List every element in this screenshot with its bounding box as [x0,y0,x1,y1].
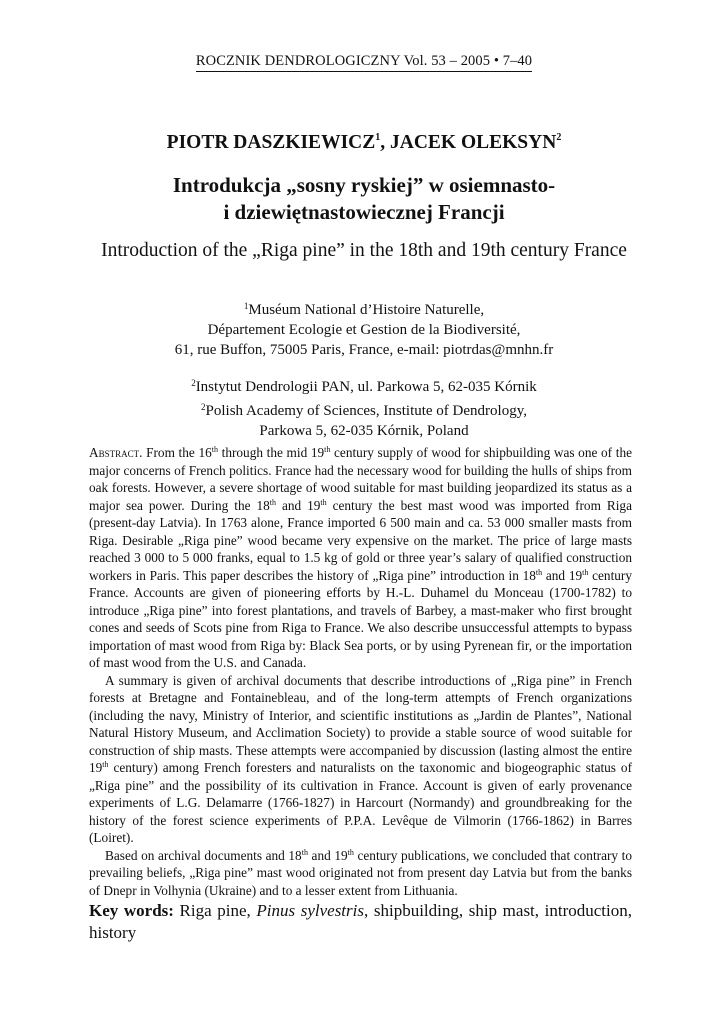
authors [0,132,728,154]
abstract-text: and 19 [276,497,321,513]
affiliation-2 [0,373,728,441]
author-1: PIOTR DASZKIEWICZ [166,132,376,153]
keywords-text-1: Riga pine, [173,901,257,920]
keywords-text-2: , shipbuilding, ship mast, introduction, history [89,901,632,942]
affiliation-1-line-2: Département Ecologie et Gestion de la Biodiversité, [207,322,521,338]
abstract-text: and 19 [307,847,348,863]
abstract-text: century publications, we concluded that contrary to prevailing beliefs, „Riga pine” mast wood originated not from present day Latvia but from the banks of Dnepr in Volhynia (Ukraine) and to a lesser extent from Lithuania. [89,847,632,898]
ordinal-sup: th [269,497,276,507]
ordinal-sup: th [320,497,327,507]
affiliation-2-line-2: Polish Academy of Sciences, Institute of Dendrology, [205,403,527,419]
ordinal-sup: th [324,445,331,454]
abstract-text: and 19 [542,567,583,583]
ordinal-sup: th [347,847,354,857]
abstract-paragraph-1 [89,444,632,672]
abstract-label: Abstract [89,445,140,460]
affiliation-2-mark-b: 2 [201,402,206,412]
author-1-affiliation-mark: 1 [375,132,381,143]
title-polish [0,172,728,226]
affiliation-2-mark-a: 2 [191,378,196,388]
ordinal-sup: th [102,760,109,769]
keywords-label: Key words: [89,901,174,920]
ordinal-sup: th [535,567,543,577]
title-polish-line-2: i dziewiętnastowiecznej Francji [223,200,505,224]
affiliation-1-line-1: Muséum National d’Histoire Naturelle, [248,302,485,318]
journal-header [0,53,728,72]
abstract-paragraph-3 [89,847,632,900]
abstract-paragraph-2 [89,672,632,847]
keywords-italic: Pinus sylvestris [256,901,364,920]
ordinal-sup: th [301,847,308,857]
title-polish-line-1: Introdukcja „sosny ryskiej” w osiemnasto- [172,173,556,197]
affiliation-1 [0,296,728,360]
abstract-text: century France. Accounts are given of pioneering efforts by H.-L. Duhamel du Monceau (1700-1782) to introduce „Riga pine” into forest plantations, and travels of Barbey, a mast-maker who first brought cones and seeds of Scots pine from Riga to France. We also describe unsuccessful attempts to bypass importation of mast wood from Riga by: Black Sea ports, or by using Pyrenean fir, or the importation of mast wood from the U.S. and Canada. [89,567,632,670]
affiliation-1-mark: 1 [243,301,249,311]
affiliation-2-line-1: Instytut Dendrologii PAN, ul. Parkowa 5, 62-035 Kórnik [195,379,537,395]
author-2: JACEK OLEKSYN [390,132,557,153]
title-english: Introduction of the „Riga pine” in the 18th and 19th century France [101,240,627,261]
affiliation-2-line-3: Parkowa 5, 62-035 Kórnik, Poland [259,423,469,439]
abstract-text: . From the 16 [139,445,212,460]
abstract-text: century supply of wood for shipbuilding was one of the major concerns of French politics. France had the necessary wood for building the hulls of ships from oak forests. However, a severe shortage of wood suitable for mast building jeopardized its status as a major sea power. During the 18 [89,445,632,513]
abstract-text: through the mid 19 [217,445,325,460]
author-2-affiliation-mark: 2 [556,132,562,143]
journal-header-text: ROCZNIK DENDROLOGICZNY Vol. 53 – 2005 • 7–40 [196,53,532,72]
author-separator: , [380,132,390,153]
abstract [89,444,632,899]
affiliation-1-line-3: 61, rue Buffon, 75005 Paris, France, e-mail: piotrdas@mnhn.fr [174,342,554,358]
abstract-text: A summary is given of archival documents that describe introductions of „Riga pine” in French forests at Bretagne and Fontainebleau, and of the long-term attempts of French organizations (including the navy, Ministry of Interior, and scientific institutions as „Jardin de Plantes”, National Natural History Museum, and Acclimation Society) to provide a stable source of wood suitable for construction of ship masts. These attempts were accompanied by discussion (lasting almost the entire 19 [89,672,632,775]
abstract-text: century the best mast wood was imported from Riga (present-day Latvia). In 1763 alone, France imported 6 500 main and ca. 53 000 smaller masts from Riga. Desirable „Riga pine” wood became very expensive on the market. The price of large masts reached 3 000 to 5 000 franks, equal to 1.5 kg of gold or three year’s salary of qualified construction workers in Paris. This paper describes the history of „Riga pine” introduction in 18 [89,497,632,583]
abstract-text: century) among French foresters and naturalists on the taxonomic and biogeographic status of „Riga pine” and the possibility of its cultivation in France. Account is given of early provenance experiments of L.G. Delamarre (1766-1827) in Harcourt (Normandy) and groundbreaking for the history of the forest science experiments of P.P.A. Levêque de Vilmorin (1766-1862) in Barres (Loiret). [89,760,632,845]
ordinal-sup: th [582,567,589,577]
keywords [89,900,632,944]
ordinal-sup: th [211,445,218,454]
abstract-text: Based on archival documents and 18 [105,847,302,863]
